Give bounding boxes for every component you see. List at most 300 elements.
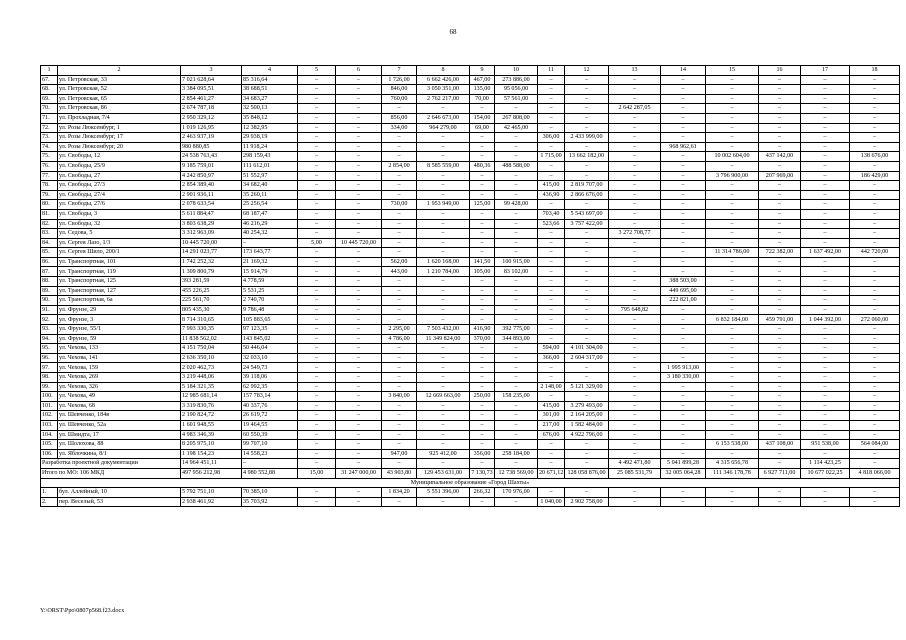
table-cell: – (706, 133, 759, 143)
table-cell: – (336, 449, 382, 459)
table-cell: – (382, 219, 417, 229)
table-cell: 1 198 154,23 (181, 449, 242, 459)
table-cell: ул. Свободы, 32 (58, 219, 181, 229)
table-cell: 21 169,32 (242, 257, 298, 267)
table-cell: 356,00 (470, 449, 495, 459)
table-cell: – (538, 459, 565, 469)
table-cell: 12 738 569,00 (495, 468, 538, 478)
table-cell: 14 558,23 (242, 449, 298, 459)
table-cell: – (565, 392, 609, 402)
table-cell: 141,50 (470, 257, 495, 267)
table-cell: 480,36 (470, 161, 495, 171)
table-cell: 74. (41, 142, 58, 152)
table-cell: 24 549,73 (242, 363, 298, 373)
table-cell: 8 585 559,00 (417, 161, 470, 171)
table-cell: – (706, 305, 759, 315)
table-cell: – (850, 382, 900, 392)
table-row (41, 133, 900, 143)
table-cell: – (382, 286, 417, 296)
table-cell: – (609, 142, 661, 152)
table-cell: – (661, 248, 706, 258)
table-cell: 4 315 656,78 (706, 459, 759, 469)
table-cell: 436,90 (538, 190, 565, 200)
table-cell: – (382, 497, 417, 507)
table-cell: – (538, 238, 565, 248)
table-cell: 497 956 212,98 (181, 468, 242, 478)
table-cell: 129 453 631,00 (417, 468, 470, 478)
table-cell: 964 279,00 (417, 123, 470, 133)
table-cell: – (850, 133, 900, 143)
table-cell: 366,00 (538, 353, 565, 363)
table-cell: – (382, 411, 417, 421)
table-cell: – (801, 267, 850, 277)
table-cell: – (336, 104, 382, 114)
table-cell: ул. Розы Люксембург, 1 (58, 123, 181, 133)
table-cell: 78. (41, 181, 58, 191)
table-cell: 415,00 (538, 181, 565, 191)
table-cell: ул. Фрунзе, 55/1 (58, 325, 181, 335)
table-cell: 96. (41, 353, 58, 363)
table-cell: – (382, 401, 417, 411)
table-cell: 81. (41, 209, 58, 219)
table-cell: 2 646 673,00 (417, 113, 470, 123)
table-cell: – (609, 113, 661, 123)
table-cell: 76. (41, 161, 58, 171)
table-cell: 334,00 (382, 123, 417, 133)
table-cell: – (242, 459, 298, 469)
table-cell: – (336, 382, 382, 392)
table-cell: – (759, 420, 801, 430)
table-cell: 5,00 (298, 238, 336, 248)
table-cell: – (565, 286, 609, 296)
table-row (41, 219, 900, 229)
table-cell: – (538, 305, 565, 315)
table-cell: 51 552,97 (242, 171, 298, 181)
table-cell: 154,00 (470, 113, 495, 123)
table-cell: – (565, 363, 609, 373)
table-cell: – (661, 219, 706, 229)
table-cell: – (242, 238, 298, 248)
table-cell: – (706, 229, 759, 239)
table-cell: – (759, 257, 801, 267)
table-cell: 11 918,24 (242, 142, 298, 152)
table-cell: 2 636 350,10 (181, 353, 242, 363)
table-cell: 5 792 751,10 (181, 488, 242, 498)
table-cell: 31 247 000,00 (336, 468, 382, 478)
table-cell: – (336, 257, 382, 267)
table-cell: 5 184 321,35 (181, 382, 242, 392)
table-row (41, 200, 900, 210)
table-cell: – (417, 229, 470, 239)
table-cell: – (565, 200, 609, 210)
table-cell: – (706, 373, 759, 383)
table-cell: 1 582 484,00 (565, 420, 609, 430)
table-cell: 11 838 562,02 (181, 334, 242, 344)
table-cell: – (538, 267, 565, 277)
table-cell: – (336, 305, 382, 315)
table-cell: – (382, 277, 417, 287)
table-cell: – (850, 353, 900, 363)
table-cell: – (538, 296, 565, 306)
table-cell: – (470, 344, 495, 354)
table-cell: – (759, 344, 801, 354)
table-cell: – (706, 401, 759, 411)
table-cell: – (298, 75, 336, 85)
table-cell: 2 866 676,00 (565, 190, 609, 200)
table-cell: – (759, 209, 801, 219)
table-cell: 4 983 346,39 (181, 430, 242, 440)
table-cell: – (801, 344, 850, 354)
table-cell: – (609, 497, 661, 507)
column-header: 6 (336, 66, 382, 76)
table-cell: – (538, 113, 565, 123)
table-cell: 85. (41, 248, 58, 258)
table-cell: – (565, 104, 609, 114)
table-cell: – (850, 113, 900, 123)
table-cell: 70 385,10 (242, 488, 298, 498)
table-cell: ул. Петровская, 52 (58, 85, 181, 95)
table-cell: – (470, 353, 495, 363)
table-cell: – (565, 459, 609, 469)
table-cell: 99. (41, 382, 58, 392)
table-cell: – (470, 142, 495, 152)
table-cell: – (298, 133, 336, 143)
table-cell: – (470, 296, 495, 306)
table-cell: – (801, 113, 850, 123)
table-cell: 3 803 638,29 (181, 219, 242, 229)
table-cell: – (850, 449, 900, 459)
table-cell: – (609, 488, 661, 498)
table-cell: – (336, 229, 382, 239)
table-cell: – (336, 296, 382, 306)
table-cell: – (850, 277, 900, 287)
table-cell: – (565, 373, 609, 383)
table-cell: 3 319 830,76 (181, 401, 242, 411)
table-cell: – (850, 325, 900, 335)
table-cell: – (850, 94, 900, 104)
table-cell: – (850, 401, 900, 411)
table-cell: – (298, 190, 336, 200)
table-cell: 442 720,00 (850, 248, 900, 258)
table-cell: – (336, 363, 382, 373)
table-row (41, 440, 900, 450)
table-cell: – (495, 190, 538, 200)
table-cell: 306,00 (538, 133, 565, 143)
table-cell: – (565, 305, 609, 315)
table-cell: – (609, 123, 661, 133)
table-cell: – (661, 161, 706, 171)
table-cell: 138 676,00 (850, 152, 900, 162)
table-cell: – (706, 430, 759, 440)
table-cell: 5 531,25 (242, 286, 298, 296)
table-cell: – (382, 373, 417, 383)
table-cell: – (759, 104, 801, 114)
table-cell: 15,00 (298, 468, 336, 478)
table-cell: 12 985 681,14 (181, 392, 242, 402)
table-cell: – (759, 353, 801, 363)
total-row (41, 468, 900, 478)
table-cell: 2 740,70 (242, 296, 298, 306)
table-cell: – (850, 123, 900, 133)
column-header: 1 (41, 66, 58, 76)
table-cell: 4 101 304,00 (565, 344, 609, 354)
table-cell: – (470, 497, 495, 507)
table-cell: 2 020 462,73 (181, 363, 242, 373)
table-cell: – (801, 449, 850, 459)
table-cell: – (801, 296, 850, 306)
table-cell: 273 886,00 (495, 75, 538, 85)
column-header: 16 (759, 66, 801, 76)
table-cell: ул. Петровская, 33 (58, 75, 181, 85)
table-cell: 1 019 126,95 (181, 123, 242, 133)
table-cell: – (382, 363, 417, 373)
table-cell: 10 002 604,00 (706, 152, 759, 162)
table-cell: – (661, 497, 706, 507)
table-cell: 3 796 900,00 (706, 171, 759, 181)
table-cell: 1 834,20 (382, 488, 417, 498)
table-cell: – (298, 286, 336, 296)
table-cell: – (495, 142, 538, 152)
table-cell: – (609, 430, 661, 440)
column-header: 3 (181, 66, 242, 76)
table-cell: ул. Транспортная, 119 (58, 267, 181, 277)
table-cell: 4 922 796,00 (565, 430, 609, 440)
table-cell: 344 893,00 (495, 334, 538, 344)
table-cell: 57 561,00 (495, 94, 538, 104)
table-cell: – (801, 325, 850, 335)
table-cell: 143 845,02 (242, 334, 298, 344)
table-cell: – (706, 488, 759, 498)
table-cell: – (298, 430, 336, 440)
table-cell: – (661, 133, 706, 143)
table-cell: 415,00 (538, 401, 565, 411)
table-cell: – (417, 219, 470, 229)
table-cell: – (661, 152, 706, 162)
table-cell: 83 102,00 (495, 267, 538, 277)
table-cell: – (661, 315, 706, 325)
table-cell: – (759, 449, 801, 459)
table-cell: 795 648,82 (609, 305, 661, 315)
table-cell: ул. Транспортная, 6а (58, 296, 181, 306)
table-cell: – (850, 209, 900, 219)
table-cell: 4 786,00 (382, 334, 417, 344)
table-cell: – (470, 238, 495, 248)
table-cell: – (850, 497, 900, 507)
table-cell: – (706, 85, 759, 95)
table-cell: – (382, 209, 417, 219)
table-cell: 443,00 (382, 267, 417, 277)
table-cell: 67. (41, 75, 58, 85)
table-cell: – (298, 248, 336, 258)
table-cell: – (298, 200, 336, 210)
table-cell: – (706, 296, 759, 306)
table-cell: – (801, 75, 850, 85)
table-cell: – (538, 161, 565, 171)
table-cell: 2 148,00 (538, 382, 565, 392)
table-row (41, 152, 900, 162)
table-cell: – (850, 459, 900, 469)
table-cell: – (565, 94, 609, 104)
table-cell: 3 219 448,06 (181, 373, 242, 383)
table-cell: – (336, 161, 382, 171)
table-cell: – (298, 449, 336, 459)
table-cell: 250,00 (470, 392, 495, 402)
table-cell: – (470, 373, 495, 383)
table-cell: – (298, 296, 336, 306)
table-cell: ул. Свободы, 27/6 (58, 200, 181, 210)
table-cell: – (417, 382, 470, 392)
table-cell: – (609, 200, 661, 210)
table-cell: – (609, 449, 661, 459)
column-number-row (41, 66, 900, 76)
table-cell: – (336, 392, 382, 402)
table-cell: – (470, 171, 495, 181)
table-cell: – (470, 430, 495, 440)
table-cell: – (417, 104, 470, 114)
table-cell: 968 962,61 (661, 142, 706, 152)
table-cell: – (609, 152, 661, 162)
table-cell: – (661, 430, 706, 440)
table-cell: 3 180 330,00 (661, 373, 706, 383)
table-cell: 111 612,01 (242, 161, 298, 171)
table-cell: 298 159,43 (242, 152, 298, 162)
table-cell: 1 726,00 (382, 75, 417, 85)
column-header: 17 (801, 66, 850, 76)
table-cell: – (759, 229, 801, 239)
table-cell: – (336, 219, 382, 229)
table-cell: 4 492 471,80 (609, 459, 661, 469)
table-cell: – (298, 161, 336, 171)
table-cell: – (801, 161, 850, 171)
table-cell: – (801, 334, 850, 344)
table-cell: – (759, 94, 801, 104)
table-cell: – (759, 181, 801, 191)
table-cell: 2 164 205,00 (565, 411, 609, 421)
table-cell: – (298, 497, 336, 507)
table-cell: – (801, 411, 850, 421)
table-cell: – (661, 75, 706, 85)
table-row (41, 296, 900, 306)
table-cell: – (538, 363, 565, 373)
table-cell: 2 190 824,72 (181, 411, 242, 421)
table-cell: 25 256,54 (242, 200, 298, 210)
table-cell: – (470, 411, 495, 421)
table-row (41, 286, 900, 296)
table-cell: 99 707,10 (242, 440, 298, 450)
table-cell: – (759, 325, 801, 335)
table-cell: ул. Чехова, 68 (58, 401, 181, 411)
table-cell: 459 791,00 (759, 315, 801, 325)
table-cell: 46 216,29 (242, 219, 298, 229)
table-cell: 40 254,32 (242, 229, 298, 239)
table-cell: 2 902 758,00 (565, 497, 609, 507)
table-cell: – (850, 257, 900, 267)
table-cell: 207 969,00 (759, 171, 801, 181)
table-cell: – (298, 142, 336, 152)
table-cell: – (850, 334, 900, 344)
table-cell: – (495, 420, 538, 430)
table-row (41, 497, 900, 507)
table-cell: – (759, 382, 801, 392)
table-cell: – (382, 133, 417, 143)
file-path-footer: Y:\ORST\Ppo\0807p568.f23.docx (40, 607, 125, 614)
table-cell: – (470, 152, 495, 162)
table-cell: – (538, 286, 565, 296)
table-cell: 3 312 963,09 (181, 229, 242, 239)
table-cell: – (470, 133, 495, 143)
table-cell: – (336, 315, 382, 325)
table-cell: – (298, 420, 336, 430)
table-cell: – (850, 392, 900, 402)
table-cell: – (298, 113, 336, 123)
table-cell: – (298, 459, 336, 469)
table-cell: – (382, 142, 417, 152)
table-cell: 111 346 178,78 (706, 468, 759, 478)
table-cell: – (495, 459, 538, 469)
table-row (41, 209, 900, 219)
table-cell: – (565, 325, 609, 335)
table-cell: – (801, 229, 850, 239)
table-cell: 3 272 708,77 (609, 229, 661, 239)
table-cell: – (609, 353, 661, 363)
table-cell: – (336, 401, 382, 411)
table-cell: – (706, 161, 759, 171)
table-cell: ул. Чехова, 133 (58, 344, 181, 354)
table-cell: – (801, 133, 850, 143)
table-cell: – (801, 104, 850, 114)
table-cell: 35 848,12 (242, 113, 298, 123)
table-cell: 3 840,00 (382, 392, 417, 402)
table-cell: – (538, 488, 565, 498)
table-cell: пер. Веселый, 53 (58, 497, 181, 507)
table-cell: – (382, 171, 417, 181)
table-cell: – (417, 296, 470, 306)
table-cell: – (336, 488, 382, 498)
table-cell: 488 588,00 (495, 161, 538, 171)
table-cell: – (417, 420, 470, 430)
table-cell: – (609, 94, 661, 104)
table-cell: – (298, 353, 336, 363)
table-cell: – (417, 373, 470, 383)
table-cell: – (382, 248, 417, 258)
table-cell: 8 205 975,10 (181, 440, 242, 450)
table-cell: 77. (41, 171, 58, 181)
table-row (41, 305, 900, 315)
table-cell: 437 108,00 (759, 440, 801, 450)
table-cell: 29 938,19 (242, 133, 298, 143)
table-cell: 805 435,30 (181, 305, 242, 315)
table-cell: 703,40 (538, 209, 565, 219)
table-cell: – (706, 257, 759, 267)
table-cell: – (801, 277, 850, 287)
table-cell: 267 808,00 (495, 113, 538, 123)
table-cell: – (759, 296, 801, 306)
table-cell: 1 601 948,55 (181, 420, 242, 430)
table-cell: 2 901 936,11 (181, 190, 242, 200)
table-cell: – (336, 94, 382, 104)
table-cell: 2. (41, 497, 58, 507)
table-cell: 5 611 884,47 (181, 209, 242, 219)
table-cell: 4 151 750,04 (181, 344, 242, 354)
table-row (41, 344, 900, 354)
table-cell: – (609, 133, 661, 143)
table-cell: – (706, 392, 759, 402)
table-cell: 101. (41, 401, 58, 411)
table-cell: – (609, 248, 661, 258)
table-cell: – (336, 420, 382, 430)
table-row (41, 257, 900, 267)
table-cell: 5 551 396,00 (417, 488, 470, 498)
